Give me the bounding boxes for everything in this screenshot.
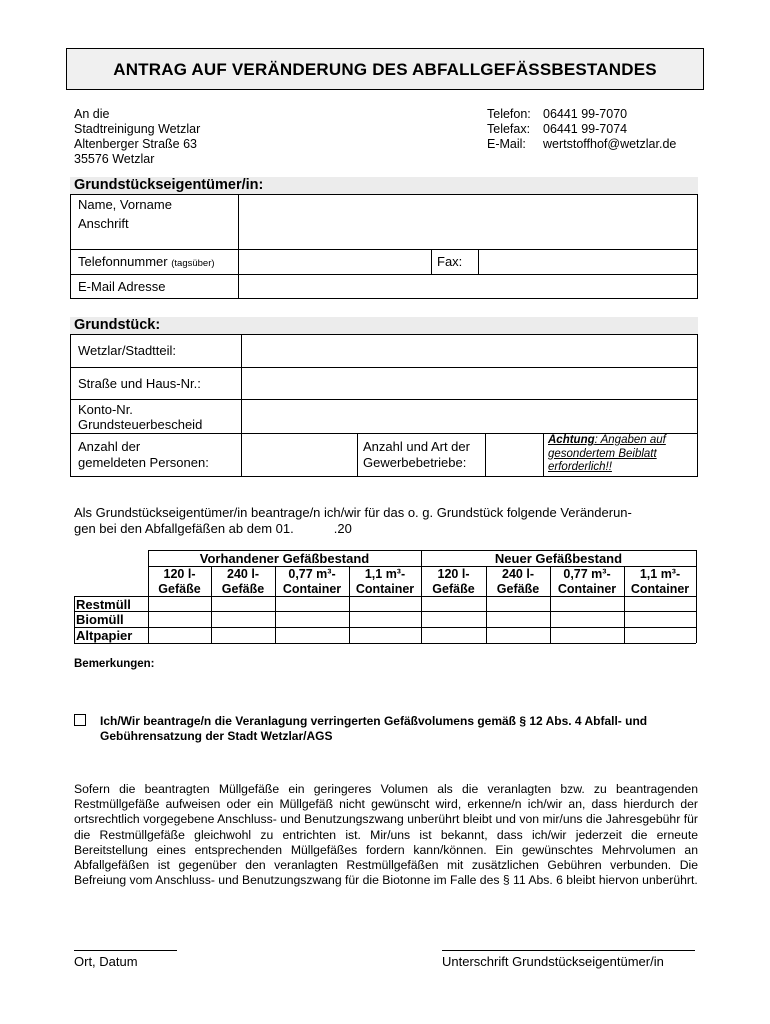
bins-table-divider (74, 596, 75, 643)
existing-bins-header: Vorhandener Gefäßbestand (199, 551, 370, 566)
phone-label-note: (tagsüber) (171, 258, 215, 269)
address-line: 35576 Wetzlar (74, 152, 155, 166)
phone-label-text: Telefonnummer (78, 254, 168, 269)
legal-paragraph: Sofern die beantragten Müllgefäße ein geringeres Volumen als die veranlagten bzw. zu beantragenden Restmüllgefäße aufweisen oder ein Müllgefäß nicht gewünscht wird, erkenne/n ich/wir an, dass hierdurch der ortsrechtlich vorgegebene Anschluss- und Benutzungszwang unberührt bleibt und von mir/uns die Jahresgebühr für die Restmüllgefäße gleichwohl zu entrichten ist. Mir/uns ist bekannt, dass ich/wir jederzeit die erneute Bereitstellung eines entsprechenden Müllgefäßes fordern kann/können. Ein gewünschtes Mehrvolumen an Abfallgefäßen ist gegenüber den veranlagten Restmüllgefäßen mit zusätzlichen Gebühren verbunden. Die Befreiung vom Anschluss- und Benutzungszwang für die Biotonne im Falle des § 11 Abs. 6 bleibt hiervon unberührt. (74, 782, 698, 888)
column-header-line1: 120 l- (437, 567, 470, 581)
address-line: Altenberger Straße 63 (74, 137, 197, 151)
owner-email-label: E-Mail Adresse (78, 279, 166, 294)
property-table-divider (543, 433, 544, 477)
owner-fax-field[interactable] (479, 250, 697, 273)
request-line2: gen bei den Abfallgefäßen ab dem 01. (74, 521, 294, 536)
owner-table-divider (431, 249, 432, 274)
column-header-line2: Container (557, 582, 617, 596)
contact-label: E-Mail: (487, 137, 526, 151)
district-label: Wetzlar/Stadtteil: (78, 343, 177, 358)
request-line1: Als Grundstückseigentümer/in beantrage/n ich/wir für das o. g. Grundstück folgende Veränderun- (74, 505, 632, 520)
attention-line2: gesondertem Beiblatt (548, 447, 657, 460)
column-header-line2: Gefäße (496, 582, 540, 596)
column-header-line2: Gefäße (221, 582, 265, 596)
reduced-volume-text (100, 714, 647, 744)
column-header (550, 567, 624, 597)
column-header (624, 567, 696, 597)
owner-email-field[interactable] (239, 275, 697, 298)
remarks-field[interactable] (74, 675, 698, 707)
column-header-line1: 240 l- (502, 567, 534, 581)
column-header-line1: 1,1 m³- (364, 567, 406, 581)
attention-line1: : Angaben auf (594, 434, 666, 446)
bins-table-line (74, 643, 696, 644)
contact-email: wertstoffhof@wetzlar.de (543, 137, 677, 151)
owner-phone-label (78, 254, 215, 272)
owner-fax-label: Fax: (437, 254, 463, 269)
column-header-line1: 120 l- (163, 567, 196, 581)
persons-label-line2: gemeldeten Personen: (78, 455, 209, 470)
column-header (486, 567, 550, 597)
owner-phone-field[interactable] (239, 250, 430, 273)
contact-values (543, 107, 676, 152)
attention-line3: erforderlich!! (548, 461, 612, 473)
row-label-altpapier: Altpapier (76, 628, 133, 643)
address-line: An die (74, 107, 110, 121)
checkbox-text-line1: Ich/Wir beantrage/n die Veranlagung verringerten Gefäßvolumens gemäß § 12 Abs. 4 Abfall- und (100, 714, 648, 728)
business-field[interactable] (486, 434, 542, 476)
reduced-volume-checkbox[interactable] (74, 714, 86, 726)
account-field[interactable] (242, 400, 697, 432)
request-year-suffix: .20 (333, 521, 352, 536)
column-header-line1: 240 l- (227, 567, 259, 581)
column-header-line1: 0,77 m³- (288, 567, 336, 581)
street-field[interactable] (242, 368, 697, 398)
persons-field[interactable] (242, 434, 356, 476)
column-header (148, 567, 211, 597)
contact-label: Telefax: (487, 122, 531, 136)
attention-note (548, 434, 666, 475)
request-text (74, 505, 632, 537)
bins-table-line (74, 627, 696, 628)
contact-labels (487, 107, 531, 152)
column-header (421, 567, 486, 597)
bins-table-line (74, 611, 696, 612)
column-header (349, 567, 421, 597)
column-header-line1: 1,1 m³- (639, 567, 681, 581)
new-bins-header: Neuer Gefäßbestand (494, 551, 623, 566)
place-date-label: Ort, Datum (74, 954, 138, 969)
contact-label: Telefon: (487, 107, 531, 121)
persons-label-line1: Anzahl der (78, 439, 141, 454)
remarks-label: Bemerkungen: (74, 658, 155, 670)
title-box (66, 48, 704, 90)
signature-line (442, 950, 695, 951)
street-label: Straße und Haus-Nr.: (78, 376, 201, 391)
contact-fax: 06441 99-7074 (543, 122, 628, 136)
account-label-line1: Konto-Nr. (78, 402, 133, 417)
place-date-line (74, 950, 177, 951)
column-header-line2: Container (282, 582, 342, 596)
column-header-line2: Gefäße (432, 582, 475, 596)
business-label-line2: Gewerbebetriebe: (363, 455, 467, 470)
contact-phone: 06441 99-7070 (543, 107, 628, 121)
page-title: ANTRAG AUF VERÄNDERUNG DES ABFALLGEFÄSSBESTANDES (113, 60, 657, 79)
attention-bold: Achtung (548, 434, 595, 446)
recipient-address (74, 107, 200, 167)
row-label-restmuell: Restmüll (76, 597, 131, 612)
column-header-line2: Gefäße (158, 582, 201, 596)
column-header (211, 567, 275, 597)
property-section-title: Grundstück: (74, 317, 161, 333)
account-label-line2: Grundsteuerbescheid (78, 417, 203, 432)
owner-address-label: Anschrift (78, 216, 129, 231)
owner-address-field[interactable] (239, 214, 697, 248)
column-header-line2: Container (630, 582, 690, 596)
owner-section-title: Grundstückseigentümer/in: (74, 177, 264, 193)
column-header-line1: 0,77 m³- (563, 567, 611, 581)
property-section-heading (70, 317, 698, 335)
business-label-line1: Anzahl und Art der (363, 439, 470, 454)
property-table-divider (357, 433, 358, 477)
address-line: Stadtreinigung Wetzlar (74, 122, 201, 136)
column-header (275, 567, 349, 597)
column-header-line2: Container (355, 582, 415, 596)
owner-name-field[interactable] (239, 195, 697, 213)
checkbox-text-line2: Gebührensatzung der Stadt Wetzlar/AGS (100, 729, 333, 743)
owner-section-heading (70, 177, 698, 195)
owner-signature-label: Unterschrift Grundstückseigentümer/in (442, 954, 664, 969)
bins-table-divider (696, 550, 697, 643)
owner-name-label: Name, Vorname (78, 197, 172, 212)
row-label-biomuell: Biomüll (76, 612, 124, 627)
district-field[interactable] (242, 335, 697, 366)
